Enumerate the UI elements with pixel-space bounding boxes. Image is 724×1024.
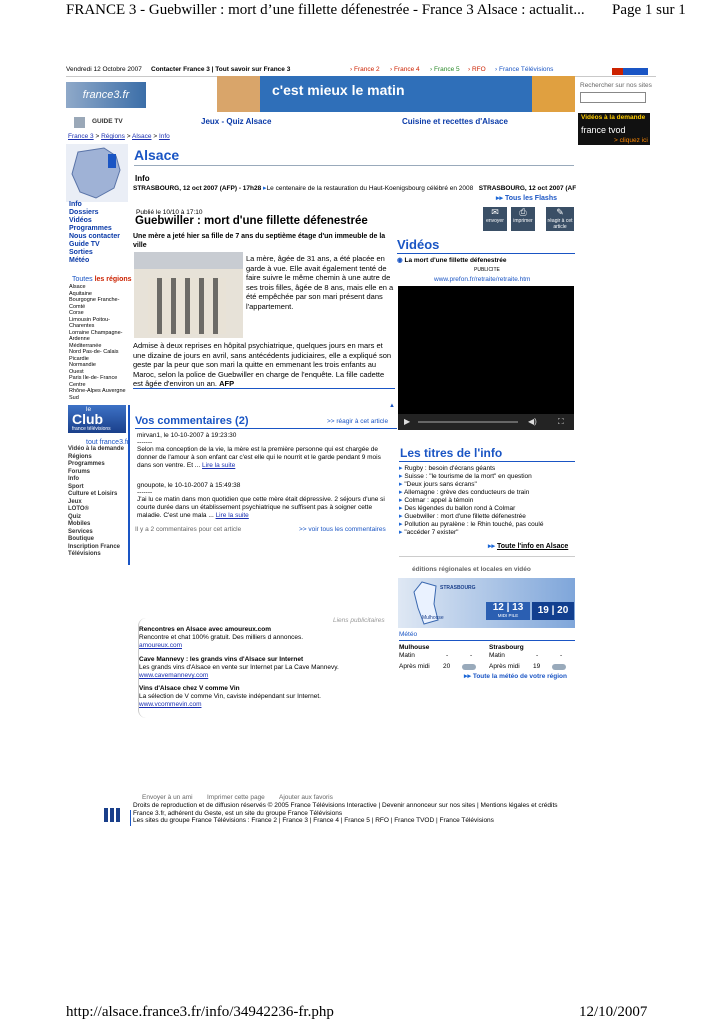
all-titres-link[interactable]: ▸▸ Toute l'info en Alsace: [488, 543, 569, 550]
sidebar-nav: [69, 201, 120, 265]
france-map-icon: [66, 144, 128, 202]
sidebar-item-dossiers[interactable]: Dossiers: [69, 209, 99, 216]
meteo-mul-matin-icon: -: [470, 652, 473, 659]
footer-line-1: France 3.fr, adhérent du Geste, est un site du groupe France Télévisions: [133, 810, 343, 817]
news-ticker[interactable]: STRASBOURG, 12 oct 2007 (AFP) - 17h28 ▸Le centenaire de la restauration du Haut-Koenigsbourg célébré en 2008 STRASBOURG, 12 oct 2007 (AF: [133, 185, 577, 192]
guide-tv-link[interactable]: GUIDE TV: [92, 118, 123, 125]
f3-link[interactable]: Vidéo à la demande: [68, 446, 124, 452]
region-link[interactable]: Méditerranée: [69, 342, 102, 349]
region-link[interactable]: Corse: [69, 310, 84, 316]
meteo-str-matin: -: [536, 652, 539, 659]
contact-link[interactable]: Contacter France 3 | Tout savoir sur France 3: [151, 66, 291, 73]
envelope-icon: ✉: [491, 207, 499, 217]
f3-link[interactable]: Culture et Loisirs: [68, 491, 118, 497]
f3-link[interactable]: Quiz: [68, 513, 81, 520]
meteo-str-matin-icon: -: [560, 652, 563, 659]
channel-france5[interactable]: › France 5: [430, 66, 460, 73]
article-photo: [134, 252, 243, 338]
react-link[interactable]: >> réagir à cet article: [327, 418, 389, 425]
comment-2-more[interactable]: Lire la suite: [215, 512, 249, 519]
sidebar-item-programmes[interactable]: Programmes: [69, 225, 112, 232]
sidebar-item-meteo[interactable]: Météo: [69, 257, 90, 264]
vod-box[interactable]: [578, 113, 650, 145]
article-published: Publié le 10/10 à 17:10: [136, 209, 203, 216]
banner-text: c'est mieux le matin: [272, 82, 405, 98]
footer-print-link[interactable]: Imprimer cette page: [207, 794, 265, 801]
meteo-midi-pile[interactable]: 12 | 13 MIDI PILE: [486, 602, 530, 620]
videos-title: Vidéos: [397, 237, 440, 252]
weather-cloud-icon: [552, 664, 566, 670]
region-link[interactable]: Ouest: [69, 368, 84, 375]
f3-link[interactable]: Boutique: [68, 536, 94, 542]
ticker-source-left: STRASBOURG, 12 oct 2007 (AFP) - 17h28: [133, 185, 262, 192]
camera-icon: ◉: [397, 257, 403, 264]
region-link[interactable]: Sud: [69, 394, 79, 401]
print-url: http://alsace.france3.fr/info/34942236-fr.php: [66, 1004, 334, 1020]
titre-item[interactable]: ▸ Suisse : "le tourisme de la mort" en question: [399, 473, 532, 480]
map-city-1: STRASBOURG: [440, 585, 476, 591]
channel-rfo[interactable]: › RFO: [468, 66, 486, 73]
meteo-matin-a: Matin: [399, 652, 415, 659]
comment-2-text: J'ai lu ce matin dans mon quotidien que cette mère était dépressive. 2 séjours d'une si courte durée dans un établissement psychiatrique ne suffisent pas à soigner cette maladie. C'est une mala ... Lire la suite: [137, 496, 385, 519]
meteo-city-b: Strasbourg: [489, 644, 524, 651]
print-date: 12/10/2007: [579, 1004, 648, 1020]
region-link[interactable]: Nord Pas-de- Calais Picardie: [69, 349, 119, 362]
ad-item[interactable]: Cave Mannevy : les grands vins d'Alsace sur Internet Les grands vins d'Alsace en vente sur Internet par La Cave Mannevy. www.cavemannevy.com: [139, 656, 339, 679]
region-link[interactable]: Paris Ile-de- France Centre: [69, 375, 118, 388]
jeux-link[interactable]: Jeux - Quiz Alsace: [201, 117, 272, 126]
fullscreen-icon[interactable]: ⛶: [558, 417, 564, 426]
club-logo[interactable]: [68, 405, 126, 433]
f3-link[interactable]: Jeux: [68, 498, 82, 505]
region-link[interactable]: Rhône-Alpes Auvergne: [69, 388, 126, 394]
comments-title: Vos commentaires (2): [135, 415, 249, 427]
video-player[interactable]: [398, 286, 574, 414]
regions-title: Toutes les régions: [72, 276, 132, 283]
ads-label: Liens publicitaires: [333, 617, 385, 624]
breadcrumb-alsace[interactable]: Alsace: [132, 133, 152, 140]
pencil-icon: ✎: [556, 207, 564, 217]
comment-2-sep: -------: [137, 489, 153, 496]
titre-item[interactable]: ▸ Colmar : appel à témoin: [399, 497, 474, 504]
titres-divider: [399, 461, 575, 462]
footer-rule: [130, 810, 131, 826]
play-icon[interactable]: ▶: [404, 417, 411, 426]
club-word: Club: [72, 411, 104, 427]
titres-title: Les titres de l'info: [400, 446, 503, 460]
volume-icon[interactable]: ◀): [528, 417, 537, 426]
region-link[interactable]: Limousin Poitou-Charentes: [69, 316, 110, 329]
meteo-city-a: Mulhouse: [399, 644, 430, 651]
ticker-source-right: STRASBOURG, 12 oct 2007 (AF: [478, 185, 577, 192]
meteo-str-pm: 19: [533, 663, 541, 670]
article-divider: [133, 388, 395, 389]
send-button[interactable]: ✉ envoyer: [483, 207, 507, 231]
sidebar-item-guide-tv[interactable]: Guide TV: [69, 241, 100, 248]
region-map: [66, 144, 128, 202]
titre-item[interactable]: ▸ Allemagne : grève des conducteurs de train: [399, 489, 530, 496]
comment-2-author: gnoupote, le 10-10-2007 à 15:49:38: [137, 482, 241, 489]
article-title: Guebwiller : mort d'une fillette défenestrée: [135, 215, 368, 227]
footer-send-link[interactable]: Envoyer à un ami: [142, 794, 193, 801]
videos-divider: [397, 253, 575, 254]
sidebar-item-info[interactable]: Info: [69, 201, 82, 208]
sidebar-item-contact[interactable]: Nous contacter: [69, 233, 120, 240]
footer-line-2[interactable]: Les sites du groupe France Télévisions : France 2 | France 3 | France 4 | France 5 | RFO | France TVOD | France Télévisions: [133, 817, 494, 824]
banner-ad[interactable]: [217, 76, 575, 112]
sidebar-item-sorties[interactable]: Sorties: [69, 249, 93, 256]
channel-ftv[interactable]: › France Télévisions: [495, 66, 554, 73]
f3-link[interactable]: Mobiles: [68, 521, 91, 527]
meteo-pm-a: Après midi: [399, 663, 430, 670]
video-pub-label: PUBLICITE: [474, 267, 500, 273]
region-link[interactable]: Alsace: [69, 284, 86, 290]
breadcrumb: France 3 > Régions > Alsace > Info: [68, 133, 170, 140]
print-header: FRANCE 3 - Guebwiller : mort d’une fillette défenestrée - France 3 Alsace : actualit...: [66, 2, 585, 18]
titre-item[interactable]: ▸ "accéder 7 exister": [399, 529, 459, 536]
footer-rights: Droits de reproduction et de diffusion réservés © 2005 France Télévisions Interactive | Devenir annonceur sur nos sites | Mentions légales et crédits: [133, 802, 558, 809]
f3-link[interactable]: Programmes: [68, 461, 105, 467]
regions-list: [69, 284, 131, 401]
ad-item[interactable]: Vins d'Alsace chez V comme Vin La sélection de V comme Vin, caviste indépendant sur Internet. www.vcommevin.com: [139, 685, 321, 708]
comments-divider: [135, 428, 397, 429]
comment-1-text: Selon ma conception de la vie, la mère est la première personne qui est chargée de donner de l'amour à son enfant car c'est elle qui le nourrit et le garde pendant 9 mois dans son ventre. Et ... Lire la suite: [137, 446, 381, 469]
sidebar-item-videos[interactable]: Vidéos: [69, 217, 92, 224]
titre-item[interactable]: ▸ Guebwiller : mort d'une fillette défenestrée: [399, 513, 526, 520]
current-date: Vendredi 12 Octobre 2007: [66, 66, 142, 73]
titre-item[interactable]: ▸ Rugby : besoin d'écrans géants: [399, 465, 496, 472]
meteo-19-20[interactable]: 19 | 20: [532, 602, 574, 620]
all-flashes-link[interactable]: ▸▸ Tous les Flashs: [496, 195, 557, 202]
ftv-footer-logo: [104, 808, 126, 822]
comment-1-more[interactable]: Lire la suite: [202, 462, 236, 469]
region-link[interactable]: Normandie: [69, 362, 96, 368]
titre-item[interactable]: ▸ Des légendes du ballon rond à Colmar: [399, 505, 516, 512]
editions-title: éditions régionales et locales en vidéo: [412, 566, 531, 573]
titre-item[interactable]: ▸ "Deux jours sans écrans": [399, 481, 477, 488]
meteo-mul-pm: 20: [443, 663, 451, 670]
region-link[interactable]: Bourgogne Franche-Comté: [69, 297, 120, 310]
section-title: Info: [135, 174, 150, 183]
article-lead: Une mère a jeté hier sa fille de 7 ans du septième étage d'un immeuble de la ville: [133, 233, 386, 249]
comment-1-author: mirvan1, le 10-10-2007 à 19:23:30: [137, 432, 237, 439]
building-windows: [148, 278, 226, 334]
f3-link[interactable]: Sport: [68, 483, 84, 490]
scroll-top-icon[interactable]: ▲: [389, 403, 395, 409]
footer-favorites-link[interactable]: Ajouter aux favoris: [279, 794, 333, 801]
map-city-2: Mulhouse: [422, 615, 444, 621]
breadcrumb-france3[interactable]: France 3: [68, 133, 94, 140]
meteo-mul-matin: -: [446, 652, 449, 659]
meteo-label: Météo: [399, 631, 418, 638]
react-button[interactable]: ✎ réagir à cet article: [547, 207, 573, 230]
breadcrumb-info[interactable]: Info: [158, 133, 170, 140]
ftv-logo: [612, 68, 648, 75]
region-title: Alsace: [134, 147, 180, 163]
meteo-divider: [399, 640, 575, 641]
region-link[interactable]: Aquitaine: [69, 290, 92, 297]
article-p1: La mère, âgée de 31 ans, a été placée en garde à vue. Elle avait également tenté de faire suivre le même chemin à une autre de ses trois filles, âgée de 8 ans, mais elle en a été empêchée par son mari présent dans l'appartement.: [246, 254, 394, 311]
region-link[interactable]: Lorraine Champagne-Ardenne: [69, 329, 123, 342]
ad-item[interactable]: Rencontres en Alsace avec amoureux.com Rencontre et chat 100% gratuit. Des milliers d annonces. amoureux.com: [139, 626, 304, 649]
vod-title: Vidéos à la demande: [581, 114, 646, 121]
titre-item[interactable]: ▸ Pollution au pyralène : le Rhin touché, pas coulé: [399, 521, 544, 528]
meteo-matin-b: Matin: [489, 652, 505, 659]
meteo-banner[interactable]: [398, 578, 575, 628]
f3-link[interactable]: Info: [68, 476, 79, 482]
cuisine-link[interactable]: Cuisine et recettes d'Alsace: [402, 117, 508, 126]
comment-1-sep: -------: [137, 439, 153, 446]
editions-divider: [399, 556, 575, 557]
weather-cloud-icon: [462, 664, 476, 670]
f3-link[interactable]: Inscription France Télévisions: [68, 543, 121, 557]
all-meteo-link[interactable]: ▸▸ Toute la météo de votre région: [464, 673, 567, 680]
seek-bar[interactable]: [418, 421, 518, 423]
guide-tv-icon: [74, 117, 85, 128]
france3-logo[interactable]: france3.fr: [66, 82, 146, 108]
f3-link[interactable]: Forums: [68, 468, 91, 475]
f3-link[interactable]: Services: [68, 528, 93, 535]
printer-icon: ⎙: [519, 207, 527, 217]
vod-cta[interactable]: > cliquez ici: [614, 137, 648, 144]
all-comments-link[interactable]: >> voir tous les commentaires: [299, 526, 386, 533]
f3-link[interactable]: LOTO®: [68, 506, 89, 512]
search-label: Rechercher sur nos sites: [580, 82, 652, 89]
breadcrumb-regions[interactable]: Régions: [101, 133, 125, 140]
print-button[interactable]: ⎙ imprimer: [511, 207, 535, 231]
titres-list: [399, 465, 575, 537]
comments-count: Il y a 2 commentaires pour cet article: [135, 526, 242, 533]
channel-france2[interactable]: › France 2: [350, 66, 380, 73]
club-le: le: [86, 406, 92, 413]
meteo-pm-b: Après midi: [489, 663, 520, 670]
video-pub-url[interactable]: www.prefon.fr/retraite/retraite.htm: [434, 276, 531, 283]
vod-brand: france tvod: [581, 125, 626, 135]
region-divider: [134, 165, 574, 166]
f3-links-title: tout france3.fr: [86, 439, 130, 446]
article-p2: Admise à deux reprises en hôpital psychiatrique, quelques jours en mars et une dizaine de jours en avril, sans antécédents judiciaires, elle a expliqué son geste par la peur que son mari la quitte en emmenant les trois enfants au Maroc, selon la police de Guebwiller en charge de l'enquête. La fille cadette est âgée d'environ un an. AFP: [133, 341, 392, 388]
video-controls: [398, 414, 574, 430]
search-input[interactable]: [580, 92, 646, 103]
print-page-number: Page 1 sur 1: [612, 2, 686, 18]
video-item-link[interactable]: ◉ La mort d'une fillette défenestrée: [397, 257, 507, 264]
f3-links: [68, 446, 130, 559]
club-sub: france télévisions: [72, 426, 111, 432]
f3-link[interactable]: Régions: [68, 453, 92, 460]
channel-france4[interactable]: › France 4: [390, 66, 420, 73]
ticker-text-left[interactable]: Le centenaire de la restauration du Haut-Koenigsbourg célébré en 2008: [266, 185, 474, 192]
